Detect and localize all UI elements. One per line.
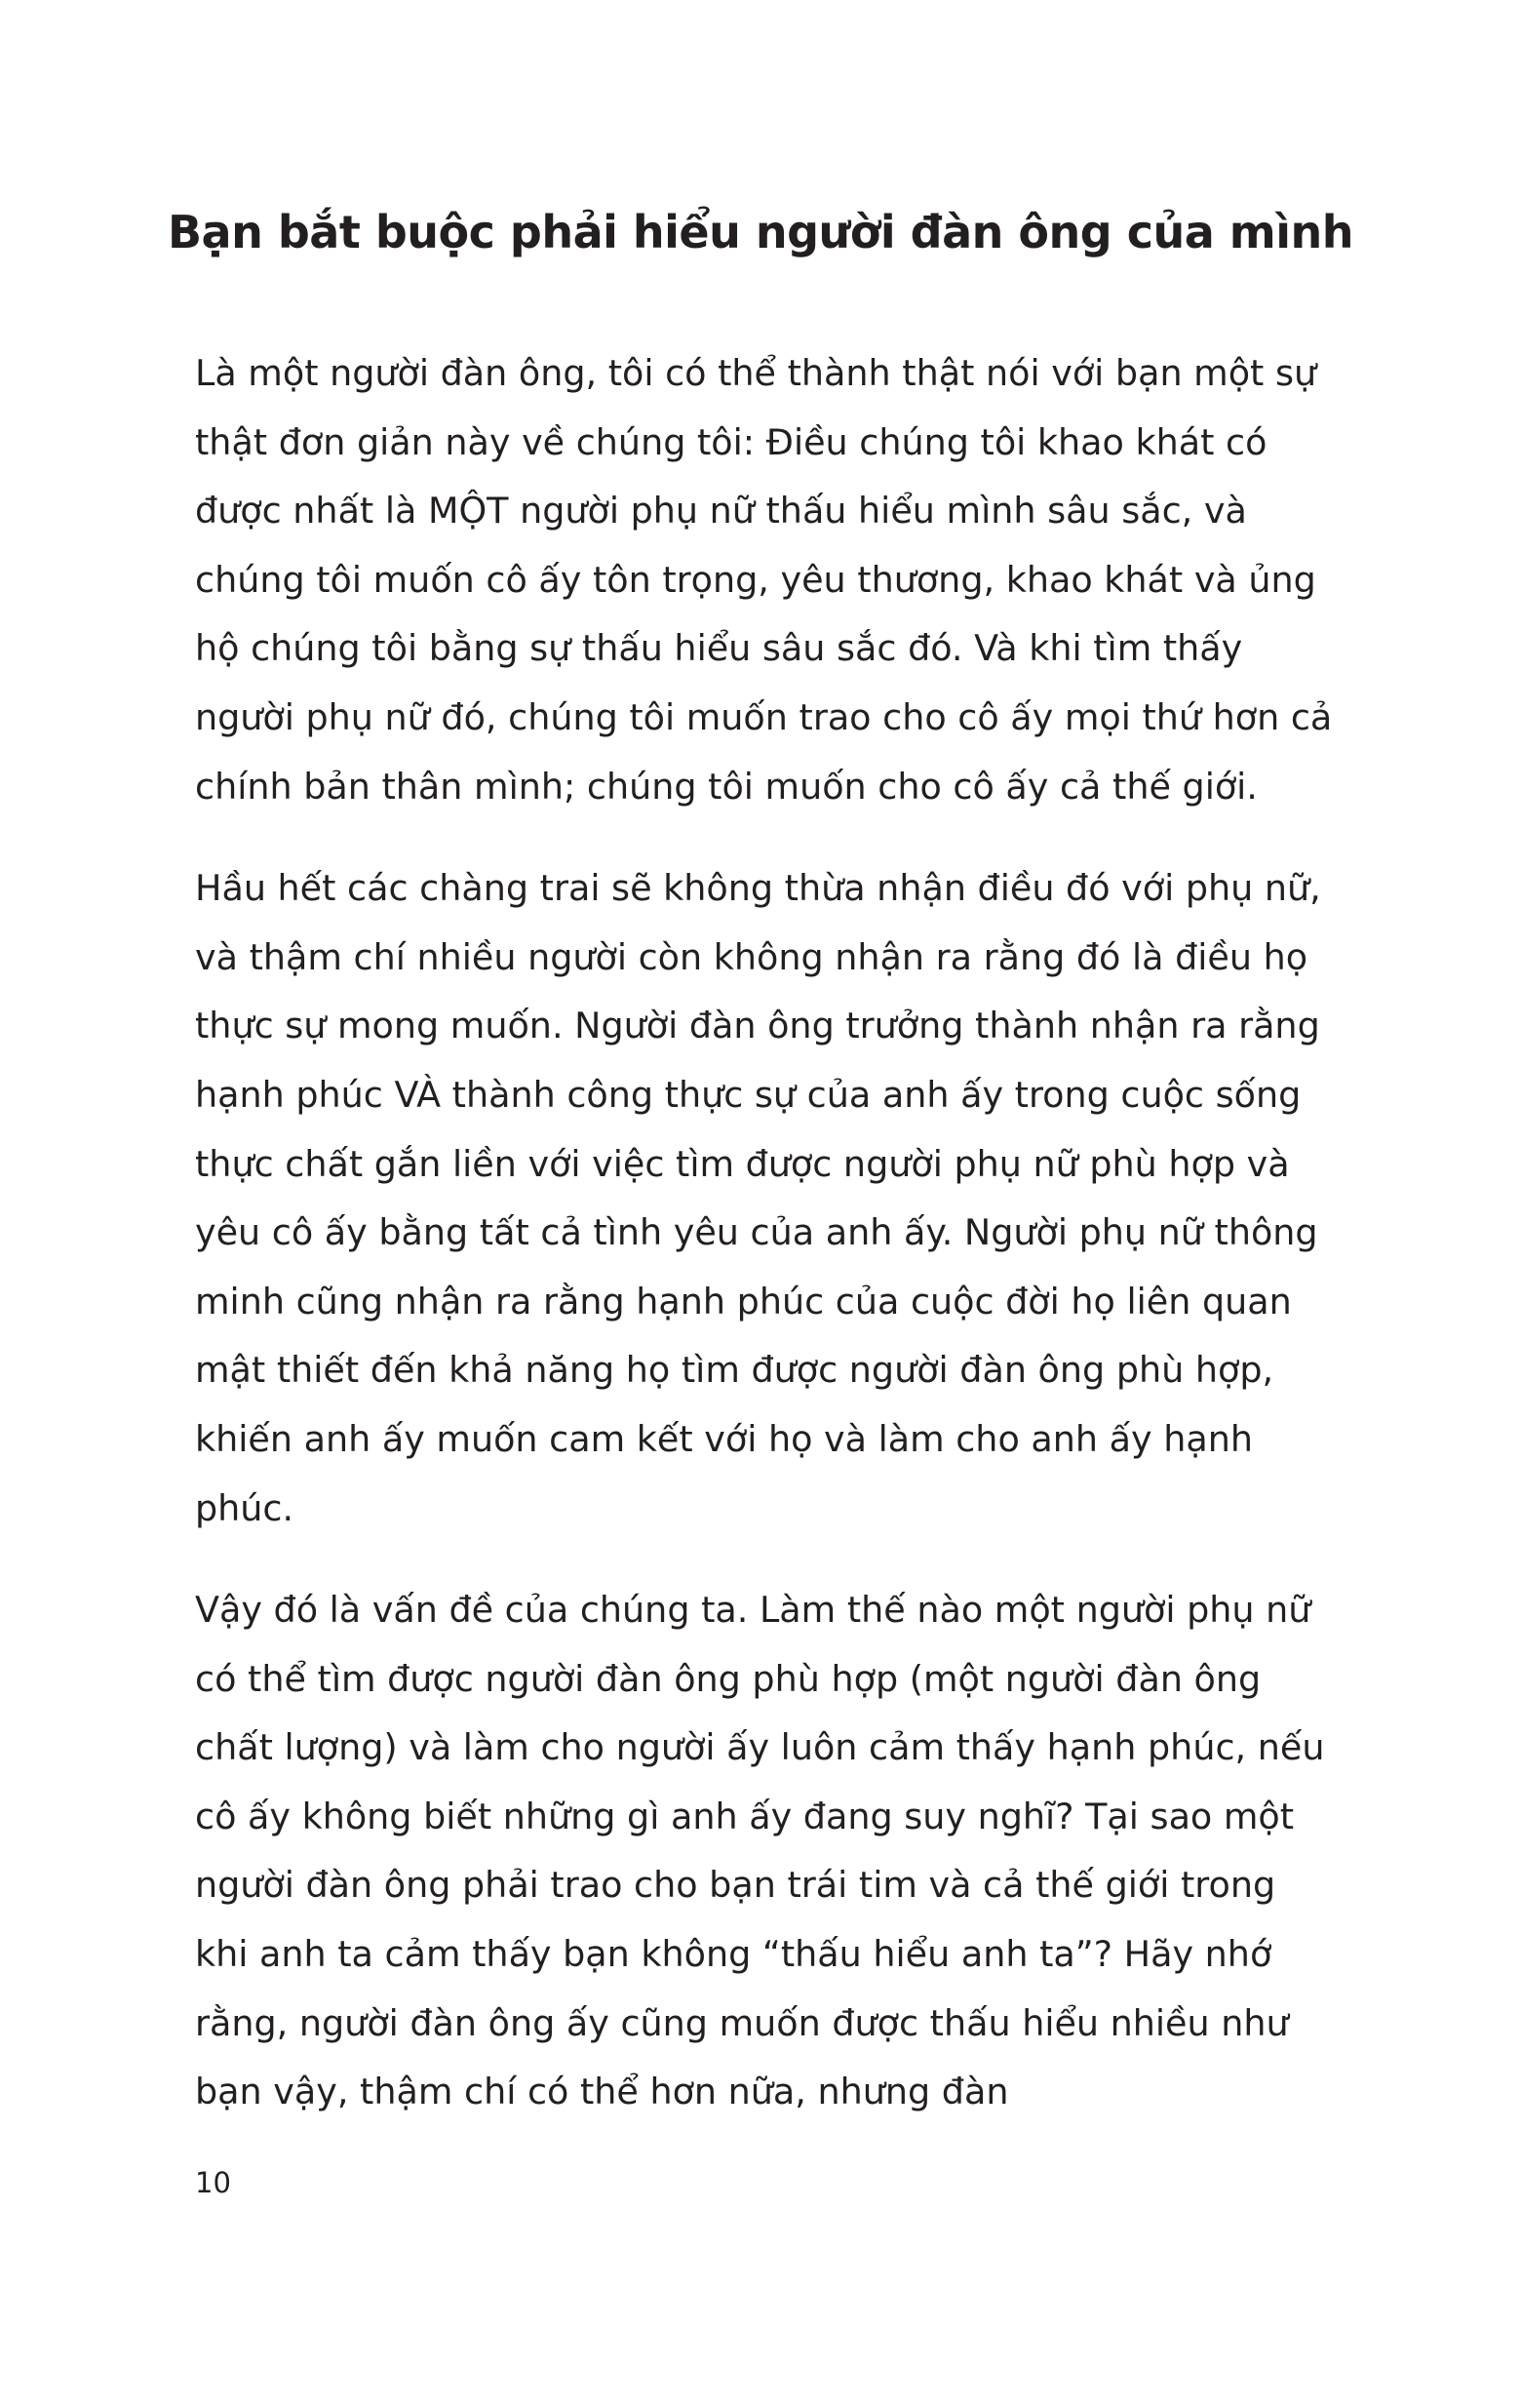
text-line: ủng hộ chúng tôi bằng sự thấu hiểu sâu sắc đó. Và khi tìm thấy [195, 558, 1316, 670]
text-line: và chúng tôi muốn cô ấy tôn trọng, yêu thương, khao khát và [195, 490, 1247, 601]
text-line: rằng hạnh phúc VÀ thành công thực sự của anh ấy trong cuộc [195, 1005, 1320, 1116]
text-line: ấy hạnh phúc. [195, 1417, 1253, 1529]
text-line: có được nhất là MỘT người phụ nữ thấu hiểu mình sâu sắc, [195, 420, 1268, 533]
text-line: người phụ nữ đó, chúng tôi muốn trao cho cô ấy mọi thứ hơn [195, 695, 1280, 738]
text-line: phù hợp, khiến anh ấy muốn cam kết với họ và làm cho anh [195, 1349, 1274, 1460]
chapter-title: Bạn bắt buộc phải hiểu người đàn ông của mình [168, 206, 1353, 258]
text-line: hợp và yêu cô ấy bằng tất cả tình yêu của anh ấy. Người phụ [195, 1142, 1290, 1254]
text-line: Tại sao một người đàn ông phải trao cho bạn trái tim và cả [195, 1795, 1295, 1907]
text-line: sống thực chất gắn liền với việc tìm được người phụ nữ phù [195, 1073, 1302, 1185]
text-line: nữ, và thậm chí nhiều người còn không nhận ra rằng đó là điều [195, 867, 1321, 978]
paragraph-2 [195, 854, 1336, 1543]
paragraph-3 [195, 1576, 1336, 2127]
text-line: liên quan mật thiết đến khả năng họ tìm được người đàn ông [195, 1280, 1292, 1392]
text-line: đàn ông chất lượng) và làm cho người ấy luôn cảm thấy hạnh [195, 1657, 1262, 1769]
body-text [195, 339, 1336, 2160]
page-number: 10 [195, 2166, 231, 2199]
text-line: sự thật đơn giản này về chúng tôi: Điều chúng tôi khao khát [195, 352, 1317, 463]
text-line: Là một người đàn ông, tôi có thể thành thật nói với bạn một [195, 352, 1265, 394]
text-line: Hầu hết các chàng trai sẽ không thừa nhận điều đó với phụ [195, 867, 1254, 910]
text-line: họ thực sự mong muốn. Người đàn ông trưởng thành nhận ra [195, 935, 1308, 1047]
paragraph-1 [195, 339, 1336, 821]
text-line: hiểu nhiều như bạn vậy, thậm chí có thể hơn nữa, nhưng đàn [195, 2001, 1289, 2113]
text-line: cả chính bản thân mình; chúng tôi muốn cho cô ấy cả thế giới. [195, 695, 1333, 808]
text-line: ta”? Hãy nhớ rằng, người đàn ông ấy cũng muốn được thấu [195, 1933, 1272, 2044]
text-line: phúc, nếu cô ấy không biết những gì anh ấy đang suy nghĩ? [195, 1726, 1325, 1837]
text-line: phụ nữ có thể tìm được người đàn ông phù hợp (một người [195, 1589, 1311, 1700]
text-line: thế giới trong khi anh ta cảm thấy bạn không “thấu hiểu anh [195, 1864, 1276, 1976]
text-line: nữ thông minh cũng nhận ra rằng hạnh phúc của cuộc đời họ [195, 1211, 1318, 1322]
text-line: Vậy đó là vấn đề của chúng ta. Làm thế nào một người [195, 1589, 1176, 1632]
